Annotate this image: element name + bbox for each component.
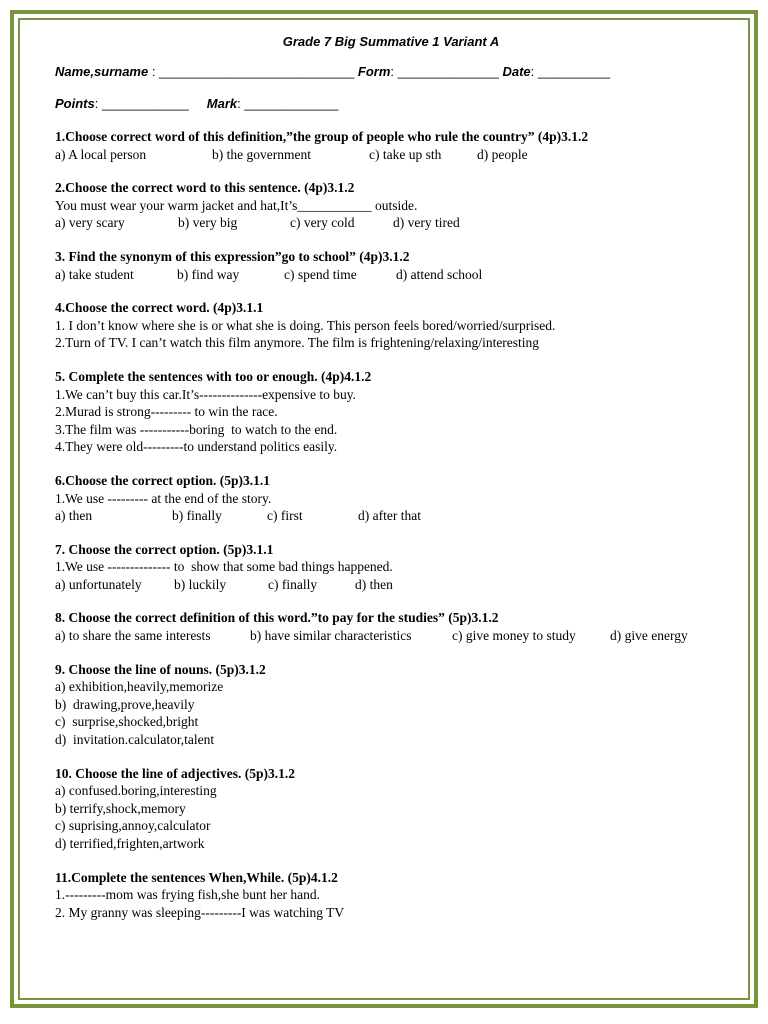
question-10 [55, 765, 725, 853]
option-d[interactable]: d) very tired [393, 215, 460, 231]
question-line: 1. I don’t know where she is or what she is doing. This person feels bored/worried/surprised. [55, 317, 556, 333]
question-7 [55, 541, 725, 594]
option-a[interactable]: a) confused.boring,interesting [55, 783, 217, 799]
student-info-line [55, 63, 725, 81]
question-title: 3. Find the synonym of this expression”go to school” (4p)3.1.2 [55, 248, 410, 264]
option-d[interactable]: d) then [355, 576, 393, 592]
option-a[interactable]: a) A local person [55, 146, 147, 162]
option-a[interactable]: a) unfortunately [55, 576, 142, 592]
question-5 [55, 368, 725, 456]
question-title: 5. Complete the sentences with too or enough. (4p)4.1.2 [55, 368, 372, 384]
option-c[interactable]: c) very cold [290, 215, 355, 231]
question-title: 6.Choose the correct option. (5p)3.1.1 [55, 472, 270, 488]
option-b[interactable]: b) find way [177, 266, 240, 282]
option-b[interactable]: b) very big [178, 215, 238, 231]
option-d[interactable]: d) people [477, 146, 528, 162]
option-b[interactable]: b) the government [212, 146, 311, 162]
option-c[interactable]: c) take up sth [369, 146, 442, 162]
option-c[interactable]: c) spend time [284, 266, 357, 282]
question-title: 11.Complete the sentences When,While. (5p)4.1.2 [55, 869, 338, 885]
form-blank[interactable]: : ______________ [390, 64, 503, 79]
options-row [55, 214, 725, 232]
option-a[interactable]: a) to share the same interests [55, 628, 211, 644]
option-c[interactable]: c) give money to study [452, 628, 576, 644]
points-label: Points [55, 96, 95, 111]
points-blank[interactable]: : ____________ [94, 96, 207, 111]
question-title: 1.Choose correct word of this definition,”the group of people who rule the country” (4p)3.1.2 [55, 129, 589, 144]
options-row [55, 146, 725, 164]
question-6 [55, 472, 725, 525]
question-2 [55, 179, 725, 232]
question-line: You must wear your warm jacket and hat,It’s___________ outside. [55, 197, 418, 213]
mark-label: Mark [206, 96, 238, 111]
option-c[interactable]: c) suprising,annoy,calculator [55, 818, 211, 834]
mark-blank[interactable]: : _____________ [237, 96, 339, 111]
options-row [55, 627, 725, 645]
option-c[interactable]: c) finally [268, 576, 318, 592]
option-d[interactable]: d) attend school [396, 266, 483, 282]
option-d[interactable]: d) after that [358, 508, 421, 524]
form-label: Form [357, 64, 391, 79]
option-b[interactable]: b) luckily [174, 576, 227, 592]
option-a[interactable]: a) then [55, 508, 93, 524]
question-title: 2.Choose the correct word to this sentence. (4p)3.1.2 [55, 180, 355, 196]
options-row [55, 507, 725, 525]
option-b[interactable]: b) finally [172, 508, 222, 524]
question-line: 2.Turn of TV. I can’t watch this film anymore. The film is frightening/relaxing/interesting [55, 335, 540, 351]
worksheet-title: Grade 7 Big Summative 1 Variant A [282, 34, 500, 49]
question-9 [55, 661, 725, 749]
option-b[interactable]: b) terrify,shock,memory [55, 800, 186, 816]
options-row [55, 266, 725, 284]
question-title: 10. Choose the line of adjectives. (5p)3.1.2 [55, 765, 295, 781]
option-c[interactable]: c) first [267, 508, 303, 524]
option-a[interactable]: a) very scary [55, 215, 125, 231]
option-a[interactable]: a) take student [55, 266, 134, 282]
question-4 [55, 299, 725, 352]
option-b[interactable]: b) drawing,prove,heavily [55, 696, 195, 712]
question-1 [55, 128, 725, 163]
option-d[interactable]: d) give energy [610, 628, 688, 644]
question-line: 3.The film was -----------boring to watch to the end. [55, 421, 338, 437]
option-c[interactable]: c) surprise,shocked,bright [55, 714, 199, 730]
option-d[interactable]: d) terrified,frighten,artwork [55, 836, 205, 851]
name-blank[interactable]: : ___________________________ [148, 64, 358, 79]
question-line: 2. My granny was sleeping---------I was watching TV [55, 904, 345, 920]
date-label: Date [502, 64, 531, 79]
question-line: 1.---------mom was frying fish,she bunt her hand. [55, 887, 321, 903]
date-blank[interactable]: : __________ [530, 64, 611, 79]
question-line: 1.We use --------- at the end of the story. [55, 490, 272, 506]
option-b[interactable]: b) have similar characteristics [250, 628, 412, 644]
options-row [55, 576, 725, 594]
question-title: 9. Choose the line of nouns. (5p)3.1.2 [55, 661, 266, 677]
question-title: 7. Choose the correct option. (5p)3.1.1 [55, 541, 274, 557]
question-title: 8. Choose the correct definition of this word.”to pay for the studies” (5p)3.1.2 [55, 610, 499, 626]
score-line [55, 95, 725, 113]
question-title: 4.Choose the correct word. (4p)3.1.1 [55, 300, 264, 316]
question-line: 1.We can’t buy this car.It’s--------------expensive to buy. [55, 386, 357, 402]
question-line: 1.We use -------------- to show that some bad things happened. [55, 559, 393, 575]
question-line: 4.They were old---------to understand politics easily. [55, 439, 338, 455]
option-a[interactable]: a) exhibition,heavily,memorize [55, 679, 224, 695]
question-11 [55, 869, 725, 922]
name-label: Name,surname [55, 64, 149, 79]
option-d[interactable]: d) invitation.calculator,talent [55, 732, 215, 748]
question-3 [55, 248, 725, 283]
question-line: 2.Murad is strong--------- to win the race. [55, 404, 278, 420]
worksheet [55, 33, 725, 921]
question-8 [55, 609, 725, 644]
